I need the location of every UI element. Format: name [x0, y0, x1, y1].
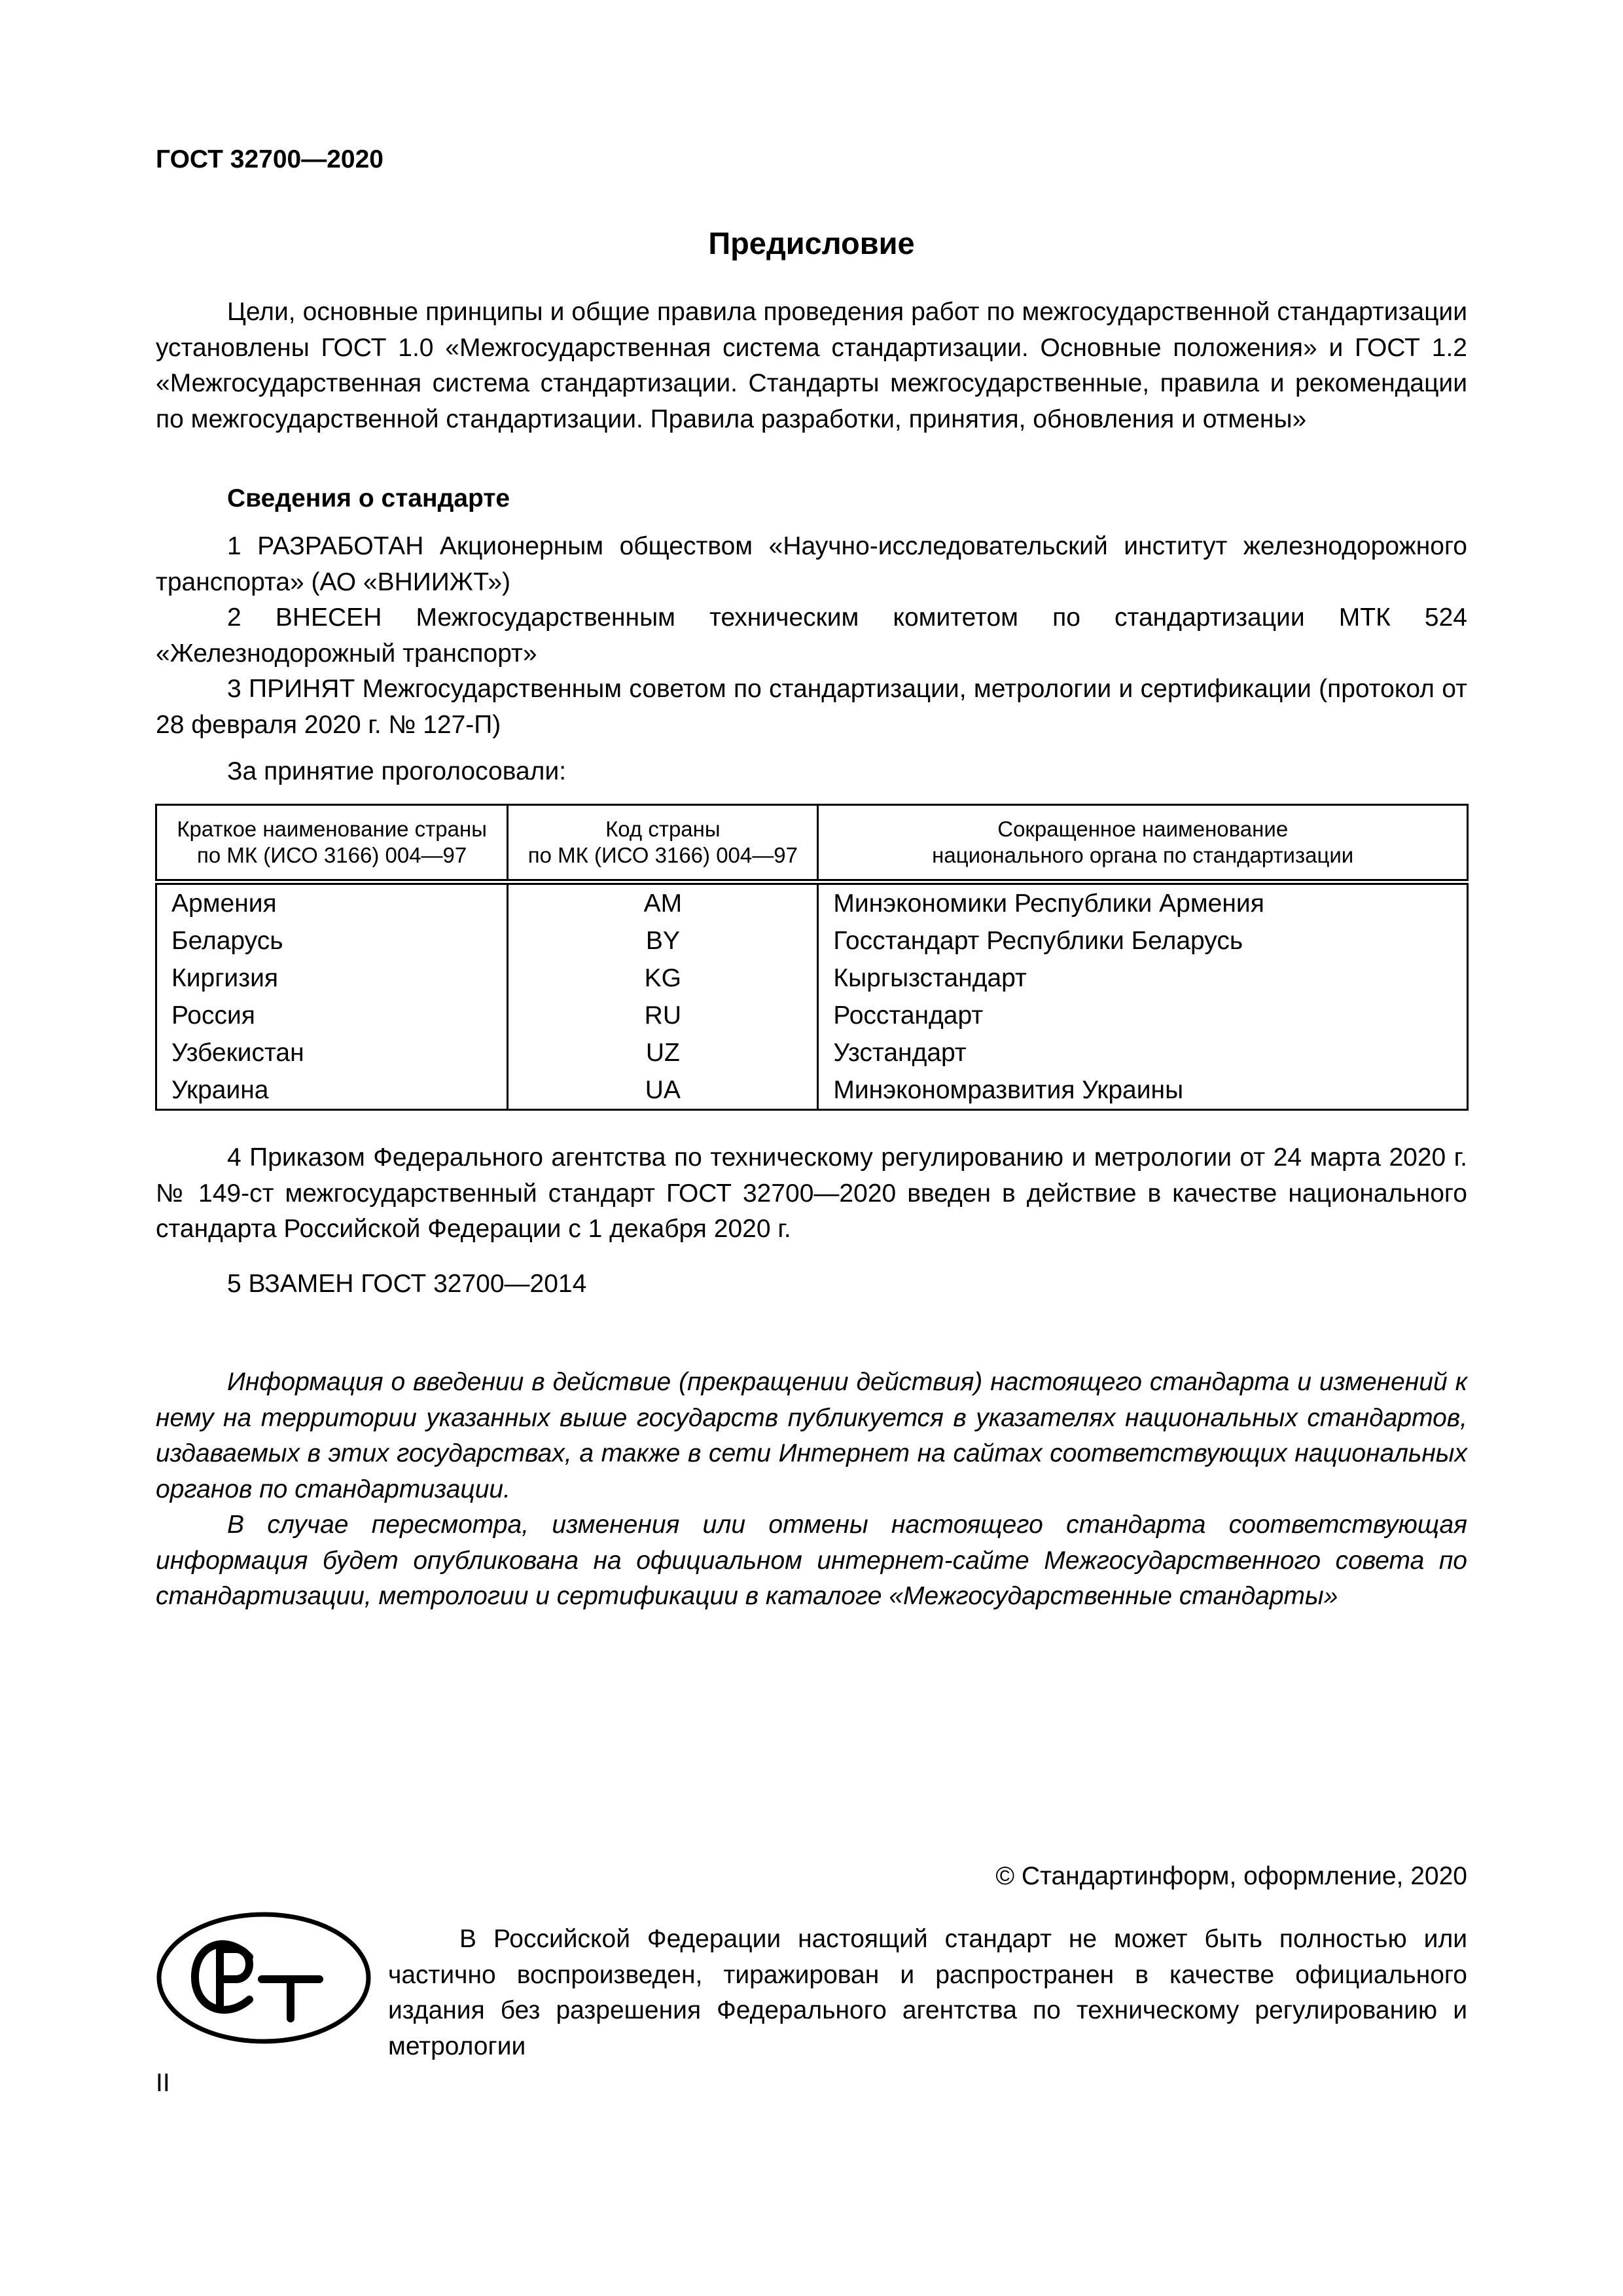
- country-code: BY: [508, 922, 818, 960]
- standards-body: Госстандарт Республики Беларусь: [818, 922, 1468, 960]
- document-code-header: ГОСТ 32700—2020: [156, 145, 383, 173]
- publication-info-note: [156, 1365, 1467, 1615]
- country-name: Узбекистан: [156, 1034, 508, 1071]
- standards-body: Росстандарт: [818, 997, 1468, 1034]
- table-row: [156, 1071, 1468, 1110]
- table-row: [156, 960, 1468, 997]
- info-item-2: 2 ВНЕСЕН Межгосударственным техническим комитетом по стандартизации МТК 524 «Железнодорожный транспорт»: [156, 603, 1467, 668]
- table-header-body: [818, 805, 1468, 882]
- header-code-line1: Код страны: [605, 817, 721, 841]
- standard-info-items: [156, 529, 1467, 743]
- table-header-row: [156, 805, 1468, 882]
- voting-countries-table: [155, 804, 1469, 1111]
- standards-body: Минэкономики Республики Армения: [818, 882, 1468, 923]
- voted-label: За принятие проголосовали:: [227, 757, 567, 785]
- gost-r-certification-logo-icon: [156, 1911, 372, 2045]
- info-item-5: 5 ВЗАМЕН ГОСТ 32700—2014: [227, 1270, 587, 1298]
- header-code-line2: по МК (ИСО 3166) 004—97: [527, 843, 798, 867]
- header-country-line2: по МК (ИСО 3166) 004—97: [197, 843, 467, 867]
- note-paragraph-1: Информация о введении в действие (прекращении действия) настоящего стандарта и изменений к нему на территории указанных выше государств публикуется в указателях национальных стандартов, издаваемых в этих государствах, а также в сети Интернет на сайтах соответствующих национальных органов по стандартизации.: [156, 1368, 1467, 1503]
- header-country-line1: Краткое наименование страны: [177, 817, 487, 841]
- standards-body: Минэкономразвития Украины: [818, 1071, 1468, 1110]
- page-number: II: [156, 2069, 170, 2097]
- info-item-1: 1 РАЗРАБОТАН Акционерным обществом «Научно-исследовательский институт железнодорожного транспорта» (АО «ВНИИЖТ»): [156, 532, 1467, 596]
- table-header-country: [156, 805, 508, 882]
- table-row: [156, 1034, 1468, 1071]
- copyright-notice: © Стандартинформ, оформление, 2020: [995, 1862, 1467, 1890]
- preface-title: Предисловие: [708, 226, 915, 260]
- standard-info-heading: Сведения о стандарте: [227, 484, 510, 512]
- table-header-code: [508, 805, 818, 882]
- standards-body: Узстандарт: [818, 1034, 1468, 1071]
- country-name: Украина: [156, 1071, 508, 1110]
- info-item-4: 4 Приказом Федерального агентства по техническому регулированию и метрологии от 24 марта 2020 г. № 149-ст межгосударственный стандарт ГОСТ 32700—2020 введен в действие в качестве национального стандарта Российской Федерации с 1 декабря 2020 г.: [156, 1143, 1467, 1243]
- header-body-line1: Сокращенное наименование: [997, 817, 1289, 841]
- country-code: AM: [508, 882, 818, 923]
- info-item-3: 3 ПРИНЯТ Межгосударственным советом по стандартизации, метрологии и сертификации (протокол от 28 февраля 2020 г. № 127-П): [156, 675, 1467, 739]
- country-code: UA: [508, 1071, 818, 1110]
- table-row: [156, 882, 1468, 923]
- country-code: KG: [508, 960, 818, 997]
- table-row: [156, 997, 1468, 1034]
- note-paragraph-2: В случае пересмотра, изменения или отмены настоящего стандарта соответствующая информация будет опубликована на официальном интернет-сайте Межгосударственного совета по стандартизации, метрологии и сертификации в каталоге «Межгосударственные стандарты»: [156, 1511, 1467, 1610]
- table-row: [156, 922, 1468, 960]
- country-name: Армения: [156, 882, 508, 923]
- header-body-line2: национального органа по стандартизации: [932, 843, 1354, 867]
- country-name: Россия: [156, 997, 508, 1034]
- country-code: RU: [508, 997, 818, 1034]
- country-name: Киргизия: [156, 960, 508, 997]
- country-name: Беларусь: [156, 922, 508, 960]
- preface-intro-paragraph: Цели, основные принципы и общие правила проведения работ по межгосударственной стандартизации установлены ГОСТ 1.0 «Межгосударственная система стандартизации. Основные положения» и ГОСТ 1.2 «Межгосударственная система стандартизации. Стандарты межгосударственные, правила и рекомендации по межгосударственной стандартизации. Правила разработки, принятия, обновления и отмены»: [156, 298, 1467, 433]
- standards-body: Кыргызстандарт: [818, 960, 1468, 997]
- reproduction-notice: В Российской Федерации настоящий стандарт не может быть полностью или частично воспроизведен, тиражирован и распространен в качестве официального издания без разрешения Федерального агентства по техническому регулированию и метрологии: [388, 1925, 1467, 2060]
- country-code: UZ: [508, 1034, 818, 1071]
